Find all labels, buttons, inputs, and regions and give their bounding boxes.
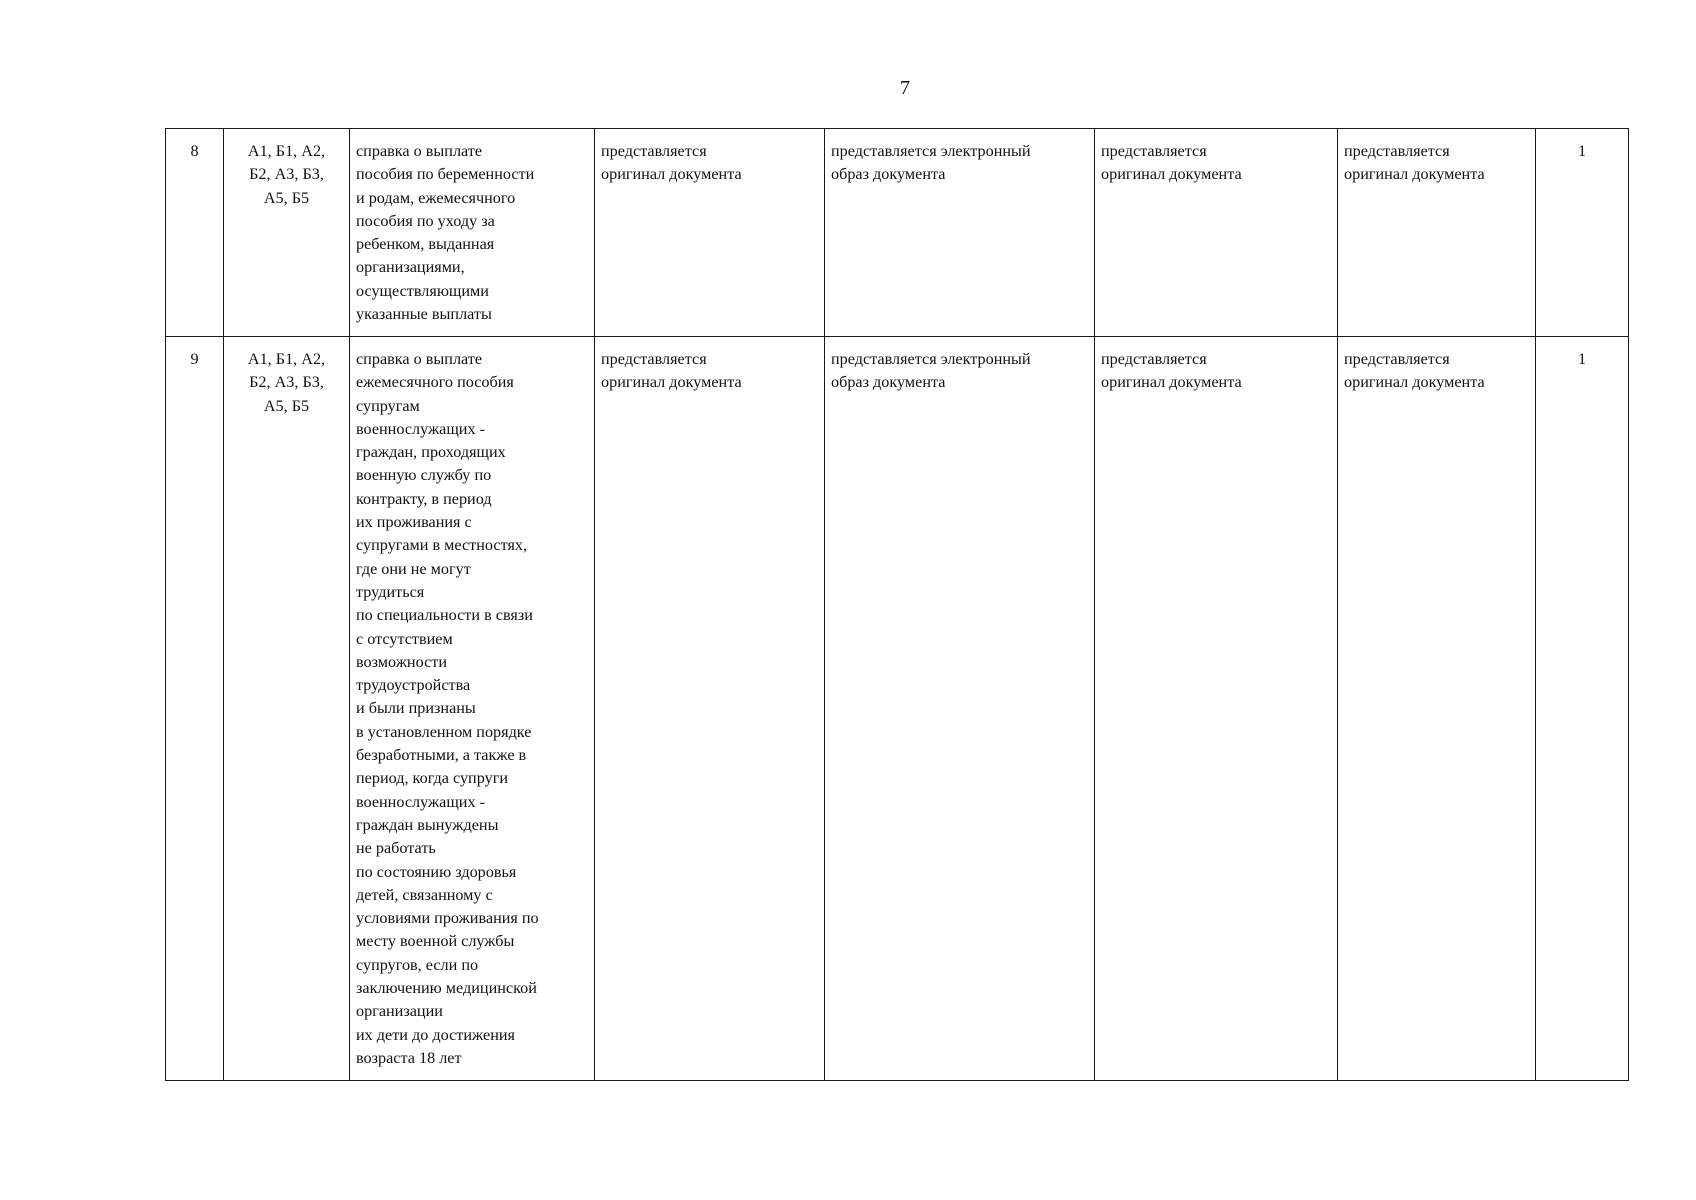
text-line: период, когда супруги [356,769,509,788]
text-line: по специальности в связи [356,606,533,625]
text-line: оригинал документа [1101,373,1242,392]
text-line: месту военной службы [356,932,515,951]
requirement-cell [825,337,1095,1081]
text-line: граждан вынуждены [356,815,499,834]
requirement-cell [1095,129,1338,337]
text-line: не работать [356,839,436,858]
text-line: условиями проживания по [356,909,539,928]
text-line: образ документа [831,165,946,184]
quantity: 1 [1577,350,1587,368]
quantity-cell [1536,337,1629,1081]
text-line: А1, Б1, А2, [247,350,326,368]
row-number: 9 [190,350,199,368]
text-line: осуществляющими [356,281,489,300]
text-line: указанные выплаты [356,305,492,324]
page-number: 7 [900,77,910,99]
text-line: и родам, ежемесячного [356,188,516,207]
text-line: военнослужащих - [356,792,486,811]
text-line: оригинал документа [1344,373,1485,392]
text-line: их дети до достижения [356,1025,515,1044]
requirement-cell [595,337,825,1081]
applicant-codes-cell [224,337,350,1081]
text-line: заключению медицинской [356,979,537,998]
text-line: справка о выплате [356,142,483,160]
text-line: ребенком, выданная [356,235,495,254]
quantity-cell [1536,129,1629,337]
table-row [166,337,1629,1081]
text-line: оригинал документа [1101,165,1242,184]
document-name-cell [350,129,595,337]
text-line: оригинал документа [601,165,742,184]
requirement-cell [1338,129,1536,337]
requirement-cell [1095,337,1338,1081]
text-line: по состоянию здоровья [356,862,517,881]
text-line: представляется [601,142,707,160]
text-line: в установленном порядке [356,722,532,741]
text-line: представляется [1101,142,1207,160]
requirement-cell [1338,337,1536,1081]
quantity: 1 [1577,142,1587,160]
text-line: возраста 18 лет [356,1048,462,1067]
text-line: организации [356,1002,443,1021]
text-line: А5, Б5 [263,396,310,415]
text-line: трудиться [356,582,425,601]
text-line: пособия по беременности [356,165,535,184]
row-number-cell [166,129,224,337]
text-line: их проживания с [356,513,472,532]
text-line: образ документа [831,373,946,392]
row-number-cell [166,337,224,1081]
text-line: представляется [1344,142,1450,160]
text-line: представляется электронный [831,142,1031,160]
text-line: оригинал документа [601,373,742,392]
text-line: и были признаны [356,699,476,718]
requirement-cell [825,129,1095,337]
table-row [166,129,1629,337]
text-line: А1, Б1, А2, [247,142,326,160]
text-line: представляется [1344,350,1450,368]
text-line: супругами в местностях, [356,536,528,555]
text-line: представляется [601,350,707,368]
text-line: граждан, проходящих [356,443,506,462]
text-line: Б2, А3, Б3, [249,373,324,392]
requirement-cell [595,129,825,337]
text-line: возможности [356,652,447,671]
text-line: справка о выплате [356,350,483,368]
text-line: супругов, если по [356,955,479,974]
text-line: где они не могут [356,559,471,578]
text-line: ежемесячного пособия [356,373,514,392]
text-line: пособия по уходу за [356,211,495,230]
text-line: организациями, [356,258,465,277]
text-line: оригинал документа [1344,165,1485,184]
text-line: супругам [356,396,420,415]
text-line: контракту, в период [356,489,492,508]
text-line: представляется [1101,350,1207,368]
text-line: военную службу по [356,466,492,485]
applicant-codes-cell [224,129,350,337]
text-line: А5, Б5 [263,188,310,207]
text-line: детей, связанному с [356,885,493,904]
document-requirements-table [165,128,1629,1081]
text-line: безработными, а также в [356,746,527,765]
text-line: представляется электронный [831,350,1031,368]
row-number: 8 [190,142,199,160]
text-line: Б2, А3, Б3, [249,165,324,184]
document-name-cell [350,337,595,1081]
text-line: с отсутствием [356,629,453,648]
text-line: трудоустройства [356,676,471,695]
text-line: военнослужащих - [356,419,486,438]
